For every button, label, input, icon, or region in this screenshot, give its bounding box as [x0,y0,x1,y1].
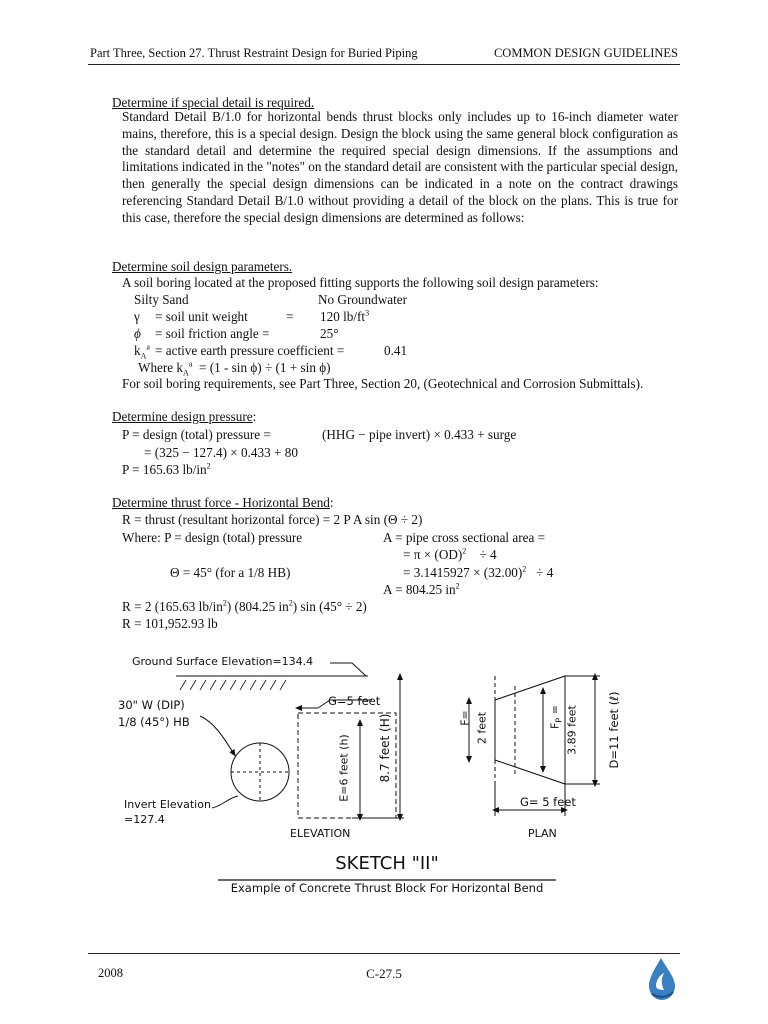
thrust-line-2a: Where: P = design (total) pressure [122,530,303,545]
fp-label: $F_P$ = [548,705,564,729]
e-dimension-label: E=6 feet (h) [337,734,351,802]
g-plan-label: G= 5 feet [520,795,576,809]
pipe-label-line1: 30" W (DIP) [118,698,185,712]
footer-page-number: C-27.5 [366,966,402,981]
header-section-title: Part Three, Section 27. Thrust Restraint Design for Buried Piping [90,46,418,60]
gamma-symbol: γ [134,309,140,324]
sketch-title: SKETCH "II" [335,853,439,874]
thrust-line-6: R = 2 (165.63 $lb/in^2$) (804.25 $in^2$) sin (45° ÷ 2) [122,598,367,614]
soil-heading: Determine soil design parameters. [112,259,293,274]
invert-elevation-label: Invert Elevation [124,798,211,811]
thrust-line-4a: Θ = 45° (for a 1/8 HB) [170,565,291,580]
pipe-label-line2: 1/8 (45°) HB [118,715,190,729]
special-detail-paragraph: Standard Detail B/1.0 for horizontal bends thrust blocks only includes up to 16-inch diameter water mains, therefore, this is a special design. Design the block using the same general block configuration as the standard detail and determine the required special design dimensions. If the assumptions and limitations indicated in the "notes" on the standard detail are consistent with the particular special design, then generally the special design dimensions can be indicated in a note on the contract drawings referencing Standard Detail B/1.0 without providing a detail of the block on the plans. This is true for this case, therefore the special design dimensions are determined as follows: [122,109,678,225]
ka-description: = active earth pressure coefficient = [155,343,345,358]
thrust-heading: Determine thrust force - Horizontal Bend: [112,495,334,510]
footer-year: 2008 [98,966,123,980]
pressure-line-1b: (HHG − pipe invert) × 0.433 + surge [322,427,517,442]
thrust-line-4b: = $3.1415927 \times (32.00)^2$ ÷ 4 [403,564,554,580]
ka-value: 0.41 [384,343,408,358]
soil-intro: A soil boring located at the proposed fitting supports the following soil design parameters: [122,275,599,290]
thrust-result: R = 101,952.93 lb [122,616,218,631]
elevation-view-label: ELEVATION [290,827,351,840]
gamma-value: 120 $lb/ft^3$ [320,308,370,324]
sketch-caption: Example of Concrete Thrust Block For Horizontal Bend [230,881,544,895]
ground-elevation-label: Ground Surface Elevation=134.4 [132,655,314,668]
gamma-description: = soil unit weight [155,309,248,324]
special-detail-heading: Determine if special detail is required. [112,95,315,110]
phi-symbol: ϕ [134,326,141,341]
g-dimension-label: G=5 feet [328,694,381,708]
plan-view-label: PLAN [528,827,557,840]
soil-type: Silty Sand [134,292,189,307]
soil-boring-reference: For soil boring requirements, see Part Three, Section 20, (Geotechnical and Corrosion Submittals). [122,376,644,391]
thrust-line-3: = π × (OD)$^2$ ÷ 4 [403,546,497,562]
d-dimension-label: D=11 feet (ℓ) [607,691,621,769]
pressure-line-1a: P = design (total) pressure = [122,427,271,442]
thrust-line-1: R = thrust (resultant horizontal force) = 2 P A sin (Θ ÷ 2) [122,512,423,527]
gamma-equals: = [286,309,294,324]
pressure-heading: Determine design pressure: [112,409,257,424]
thrust-line-2b: A = pipe cross sectional area = [383,530,546,545]
f-value: 2 feet [475,711,489,745]
phi-value: 25° [320,326,339,341]
fp-value: 3.89 feet [565,705,579,755]
ka-formula: Where $k_A^a = (1 - \sin \phi) \div (1 + \sin \phi)$ [138,359,331,378]
pressure-result: P = 165.63 $lb/in^2$ [122,461,211,477]
phi-description: = soil friction angle = [155,326,270,341]
invert-elevation-value: =127.4 [124,813,165,826]
thrust-area-result: A = 804.25 $in^2$ [383,581,460,597]
f-label: F= [458,710,472,726]
pressure-line-2: = (325 − 127.4) × 0.433 + 80 [144,445,298,460]
ka-symbol: $k_A^a$ [134,342,150,361]
groundwater-status: No Groundwater [318,292,407,307]
h-dimension-label: 8.7 feet (H) [378,713,392,783]
header-guidelines-title: COMMON DESIGN GUIDELINES [493,46,678,60]
